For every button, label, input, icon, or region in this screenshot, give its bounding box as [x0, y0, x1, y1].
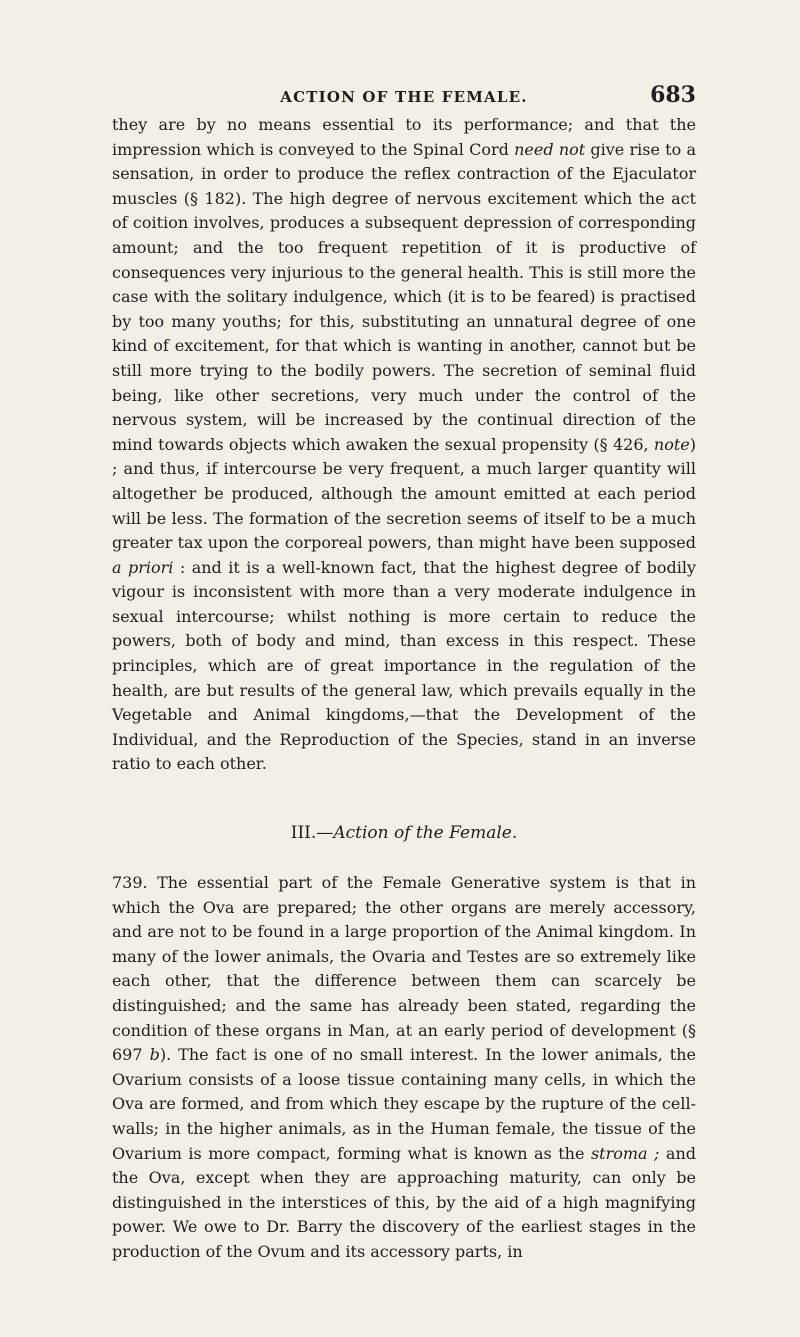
running-head — [112, 80, 696, 110]
section-title: Action of the Female. — [333, 823, 518, 844]
text-run: and the Ova, except when they are approaching maturity, can only be distinguished in the interstices of this, by the aid of a high magnifying power. We owe to Dr. Barry the discovery of the earliest stages in the production of the Ovum and its accessory parts, in — [112, 1143, 697, 1261]
book-page — [112, 80, 696, 1265]
running-title: ACTION OF THE FEMALE. — [280, 88, 528, 106]
italic-run: stroma ; — [590, 1143, 660, 1163]
text-run: they are by no means essential to its performance; and that the impression which is conveyed to the Spinal Cord — [112, 115, 696, 159]
italic-run: note — [653, 434, 690, 454]
italic-run: b — [149, 1045, 160, 1065]
page-number: 683 — [650, 82, 696, 108]
text-run: 739. The essential part of the Female Generative system is that in which the Ova are prepared; the other organs are merely accessory, and are not to be found in a large proportion of the Animal kingdom. In many of the lower animals, the Ovaria and Testes are so extremely like each other, that the difference between them can scarcely be distinguished; and the same has already been stated, regarding the condition of these organs in Man, at an early period of development (§ 697 — [112, 873, 696, 1065]
text-run: ). The fact is one of no small interest. In the lower animals, the Ovarium consists of a loose tissue containing many cells, in which the Ova are formed, and from which they escape by the rupture of the cell-walls; in the higher animals, as in the Human female, the tissue of the Ovarium is more compact, forming what is known as the — [112, 1045, 697, 1163]
text-run: : and it is a well-known fact, that the highest degree of bodily vigour is inconsistent with more than a very moderate indulgence in sexual intercourse; whilst nothing is more certain to reduce the powers, both of body and mind, than excess in this respect. These principles, which are of great importance in the regulation of the health, are but results of the general law, which prevails equally in the Vegetable and Animal kingdoms,—that the Development of the Individual, and the Reproduction of the Species, stand in an inverse ratio to each other. — [112, 557, 697, 774]
paragraph-continuation — [112, 113, 696, 777]
text-run: give rise to a sensation, in order to produce the reflex contraction of the Ejaculator muscles (§ 182). The high degree of nervous excitement which the act of coition involves, produces a subsequent depression of corresponding amount; and the too frequent repetition of it is productive of consequences very injurious to the general health. This is still more the case with the solitary indulgence, which (it is to be feared) is practised by too many youths; for this, substituting an unnatural degree of one kind of excitement, for that which is wanting in another, cannot but be still more trying to the bodily powers. The secretion of seminal fluid being, like other secretions, very much under the control of the nervous system, will be increased by the continual direction of the mind towards objects which awaken the sexual propensity (§ 426, — [112, 139, 696, 454]
section-heading — [112, 821, 696, 845]
paragraph-739 — [112, 871, 696, 1265]
italic-run: a priori — [112, 557, 174, 577]
section-numeral: III.— — [290, 823, 334, 844]
text-run: ) ; and thus, if intercourse be very frequent, a much larger quantity will altogether be produced, although the amount emitted at each period will be less. The formation of the secretion seems of itself to be a much greater tax upon the corporeal powers, than might have been supposed — [112, 434, 696, 553]
italic-run: need not — [514, 139, 586, 159]
